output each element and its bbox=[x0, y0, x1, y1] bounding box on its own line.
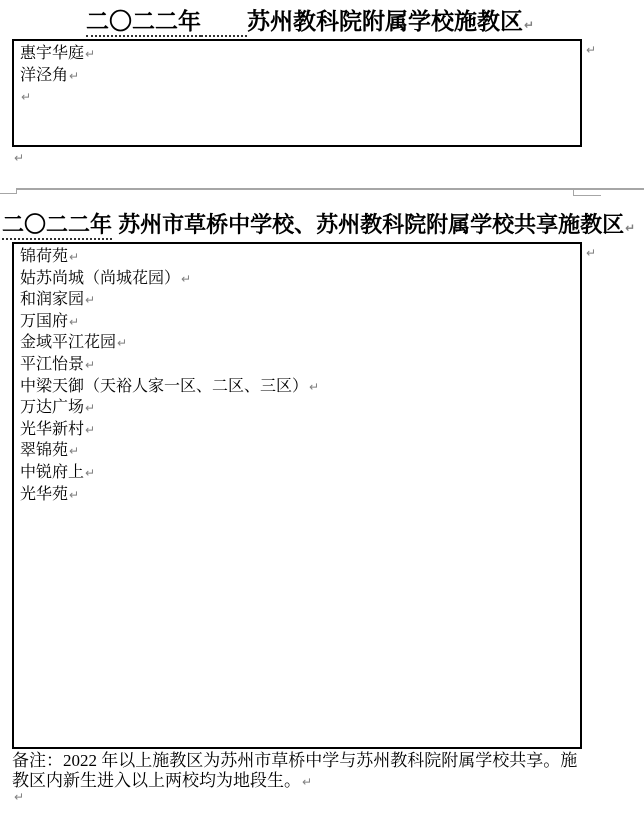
district-row bbox=[20, 462, 576, 484]
district-name: 和润家园 bbox=[20, 291, 85, 309]
title1-underlined-gap bbox=[201, 8, 247, 37]
district-row bbox=[20, 268, 576, 290]
district-name: 光华新村 bbox=[20, 420, 85, 438]
district-row bbox=[20, 440, 576, 462]
district-row bbox=[20, 311, 576, 333]
paragraph-mark-icon: ↵ bbox=[85, 357, 96, 372]
district-row bbox=[20, 43, 576, 65]
paragraph-mark-icon: ↵ bbox=[302, 775, 313, 789]
page1-title bbox=[0, 6, 620, 40]
title2-year: 二〇二二年 bbox=[2, 212, 112, 240]
district-row bbox=[20, 65, 576, 87]
district-name: 万达广场 bbox=[20, 399, 85, 417]
page1-district-box[interactable] bbox=[12, 39, 582, 147]
paragraph-mark-icon: ↵ bbox=[586, 43, 597, 57]
paragraph-mark-icon: ↵ bbox=[69, 314, 80, 329]
paragraph-mark-icon: ↵ bbox=[69, 444, 80, 459]
paragraph-mark-icon: ↵ bbox=[181, 271, 192, 286]
district-row bbox=[20, 289, 576, 311]
district-row bbox=[20, 354, 576, 376]
footnote bbox=[12, 751, 588, 792]
district-row bbox=[20, 419, 576, 441]
paragraph-mark-icon: ↵ bbox=[523, 18, 535, 32]
district-name: 惠宇华庭 bbox=[20, 45, 85, 62]
page-break-left-crop-mark bbox=[16, 188, 17, 194]
paragraph-mark-icon: ↵ bbox=[14, 151, 25, 165]
paragraph-mark-icon: ↵ bbox=[85, 47, 96, 61]
paragraph-mark-icon: ↵ bbox=[69, 250, 80, 264]
district-row bbox=[20, 332, 576, 354]
district-name: 翠锦苑 bbox=[20, 442, 69, 460]
district-name: 光华苑 bbox=[20, 485, 69, 503]
paragraph-mark-icon: ↵ bbox=[117, 336, 128, 351]
district-name: 锦荷苑 bbox=[20, 248, 69, 265]
district-name: 中梁天御（天裕人家一区、二区、三区） bbox=[20, 377, 309, 395]
page2-shared-district-box[interactable] bbox=[12, 242, 582, 749]
district-name: 洋泾角 bbox=[20, 66, 69, 84]
district-row bbox=[20, 246, 576, 268]
district-row bbox=[20, 484, 576, 506]
paragraph-mark-icon: ↵ bbox=[85, 422, 96, 437]
paragraph-mark-icon: ↵ bbox=[85, 465, 96, 480]
paragraph-mark-icon: ↵ bbox=[85, 401, 96, 416]
page-break-right-crop-mark bbox=[573, 195, 601, 196]
district-row bbox=[20, 397, 576, 419]
page2-title bbox=[2, 210, 635, 243]
paragraph-mark-icon: ↵ bbox=[586, 246, 597, 260]
district-name: 万国府 bbox=[20, 312, 69, 330]
page-break-divider bbox=[16, 188, 644, 190]
title1-year: 二〇二二年 bbox=[86, 8, 201, 37]
paragraph-mark-icon: ↵ bbox=[85, 293, 96, 308]
district-name: 中锐府上 bbox=[20, 463, 85, 481]
paragraph-mark-icon: ↵ bbox=[69, 68, 80, 83]
paragraph-mark-icon: ↵ bbox=[309, 379, 320, 394]
district-name: 姑苏尚城（尚城花园） bbox=[20, 269, 181, 287]
paragraph-mark-icon: ↵ bbox=[14, 790, 25, 804]
district-name: 平江怡景 bbox=[20, 355, 85, 373]
paragraph-mark-icon: ↵ bbox=[625, 221, 636, 235]
footnote-text: 备注：2022 年以上施教区为苏州市草桥中学与苏州教科院附属学校共享。施教区内新生进入以上两校均为地段生。 bbox=[12, 751, 578, 790]
district-row bbox=[20, 376, 576, 398]
district-name: 金域平江花园 bbox=[20, 334, 117, 352]
title2-school-names: 苏州市草桥中学校、苏州教科院附属学校共享施教区 bbox=[118, 212, 625, 237]
paragraph-mark-icon: ↵ bbox=[69, 487, 80, 502]
title1-school-name: 苏州教科院附属学校施教区 bbox=[246, 8, 523, 34]
page-break-left-crop-mark bbox=[0, 193, 17, 194]
paragraph-mark-icon: ↵ bbox=[21, 90, 32, 105]
district-row bbox=[20, 86, 576, 108]
